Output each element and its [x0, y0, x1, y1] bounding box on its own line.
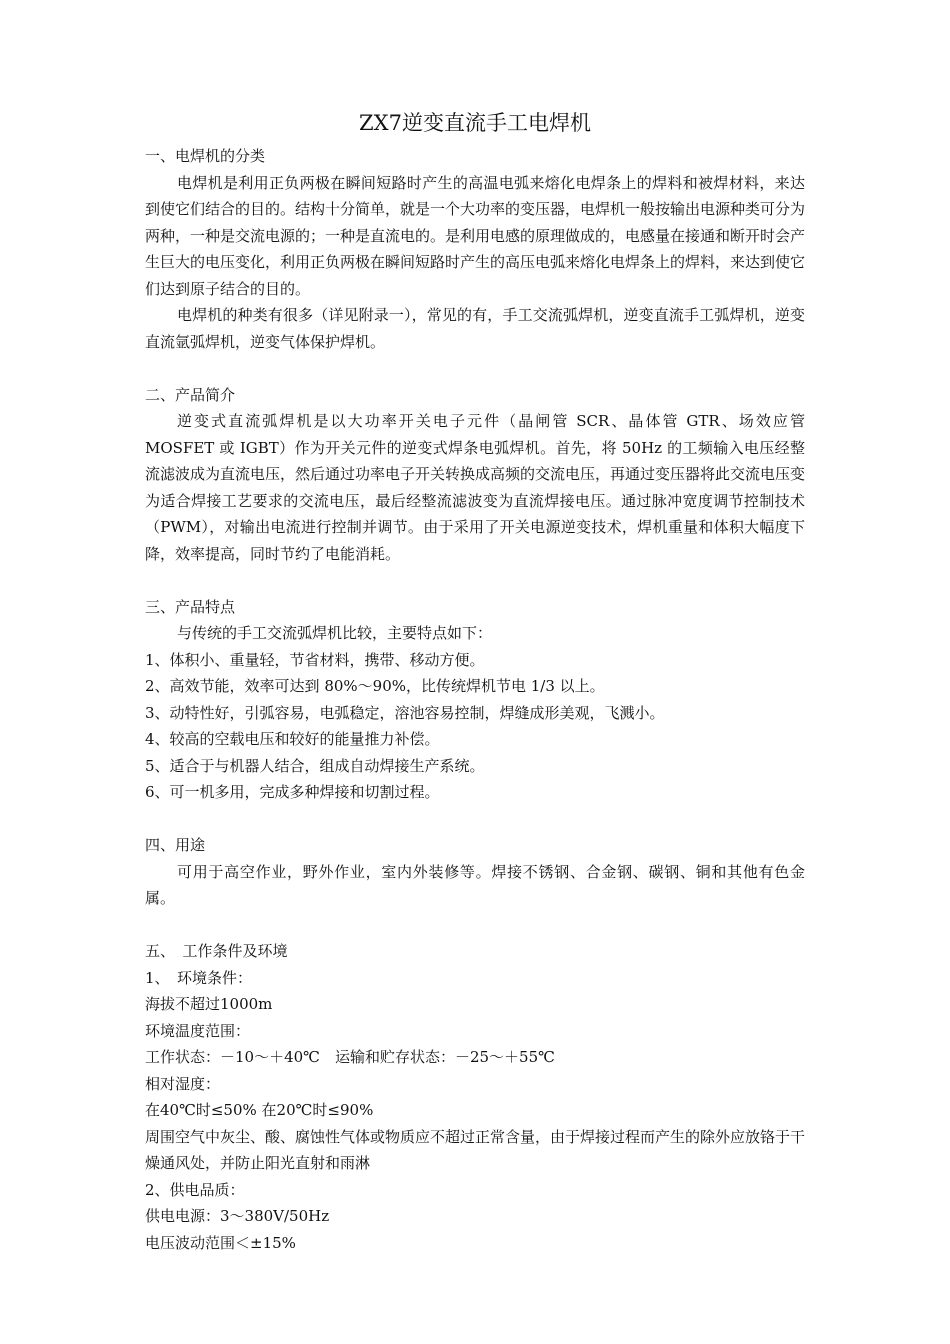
section-4-paragraph-1: 可用于高空作业，野外作业，室内外装修等。焊接不锈钢、合金钢、碳钢、铜和其他有色金属。: [145, 862, 805, 907]
section-1-paragraph-1: 电焊机是利用正负两极在瞬间短路时产生的高温电弧来熔化电焊条上的焊料和被焊材料，来达到使它们结合的目的。结构十分简单，就是一个大功率的变压器，电焊机一般按输出电源种类可分为两种，一种是交流电源的；一种是直流电的。是利用电感的原理做成的，电感量在接通和断开时会产生巨大的电压变化，利用正负两极在瞬间短路时产生的高压电弧来熔化电焊条上的焊料，来达到使它们达到原子结合的目的。: [145, 173, 806, 298]
spacer: [145, 806, 805, 833]
condition-line: 2、供电品质：: [145, 1180, 245, 1199]
condition-line: 环境温度范围：: [145, 1021, 251, 1040]
condition-line: 供电电源：3～380V/50Hz: [145, 1207, 330, 1225]
feature-item: 6、可一机多用，完成多种焊接和切割过程。: [145, 783, 440, 801]
section-1-paragraph-2: 电焊机的种类有很多（详见附录一），常见的有，手工交流弧焊机，逆变直流手工弧焊机，逆变直流氩弧焊机，逆变气体保护焊机。: [145, 306, 805, 351]
condition-line: 电压波动范围＜±15%: [145, 1233, 296, 1252]
section-3-heading: 三、产品特点: [145, 597, 236, 616]
spacer: [145, 567, 805, 594]
section-3-intro: 与传统的手工交流弧焊机比较，主要特点如下：: [177, 624, 493, 642]
section-5-heading: 五、 工作条件及环境: [145, 942, 288, 960]
condition-line: 周围空气中灰尘、酸、腐蚀性气体或物质应不超过正常含量，由于焊接过程而产生的除外应放铬于干燥通风处，并防止阳光直射和雨淋: [145, 1127, 806, 1172]
document-title: ZX7逆变直流手工电焊机: [359, 111, 591, 135]
spacer: [145, 355, 805, 382]
condition-line: 1、 环境条件：: [145, 968, 253, 987]
feature-item: 5、适合于与机器人结合，组成自动焊接生产系统。: [145, 756, 485, 775]
section-2-heading: 二、产品简介: [145, 385, 236, 404]
feature-item: 3、动特性好，引弧容易，电弧稳定，溶池容易控制，焊缝成形美观，飞溅小。: [145, 703, 665, 722]
feature-item: 2、高效节能，效率可达到 80%～90%，比传统焊机节电 1/3 以上。: [145, 677, 605, 695]
section-4-heading: 四、用途: [145, 836, 206, 854]
condition-line: 在40℃时≤50% 在20℃时≤90%: [145, 1101, 374, 1119]
section-1-heading: 一、电焊机的分类: [145, 147, 266, 165]
document-body: [145, 143, 805, 1256]
section-2-paragraph-1: 逆变式直流弧焊机是以大功率开关电子元件（晶闸管 SCR、晶体管 GTR、场效应管 MOSFET 或 IGBT）作为开关元件的逆变式焊条电弧焊机。首先，将 50Hz 的工频输入电压经整流滤波成为直流电压，然后通过功率电子开关转换成高频的交流电压，再通过变压器将此交流电压变为适合焊接工艺要求的交流电压，最后经整流滤波变为直流焊接电压。通过脉冲宽度调节控制技术（PWM），对输出电流进行控制并调节。由于采用了开关电源逆变技术，焊机重量和体积大幅度下降，效率提高，同时节约了电能消耗。: [145, 412, 806, 563]
spacer: [145, 912, 805, 939]
condition-line: 相对湿度：: [145, 1074, 221, 1093]
feature-item: 1、体积小、重量轻，节省材料，携带、移动方便。: [145, 650, 485, 669]
condition-line: 工作状态：－10～＋40℃ 运输和贮存状态：－25～＋55℃: [145, 1048, 555, 1066]
condition-line: 海拔不超过1000m: [145, 995, 273, 1013]
feature-item: 4、较高的空载电压和较好的能量推力补偿。: [145, 730, 440, 748]
